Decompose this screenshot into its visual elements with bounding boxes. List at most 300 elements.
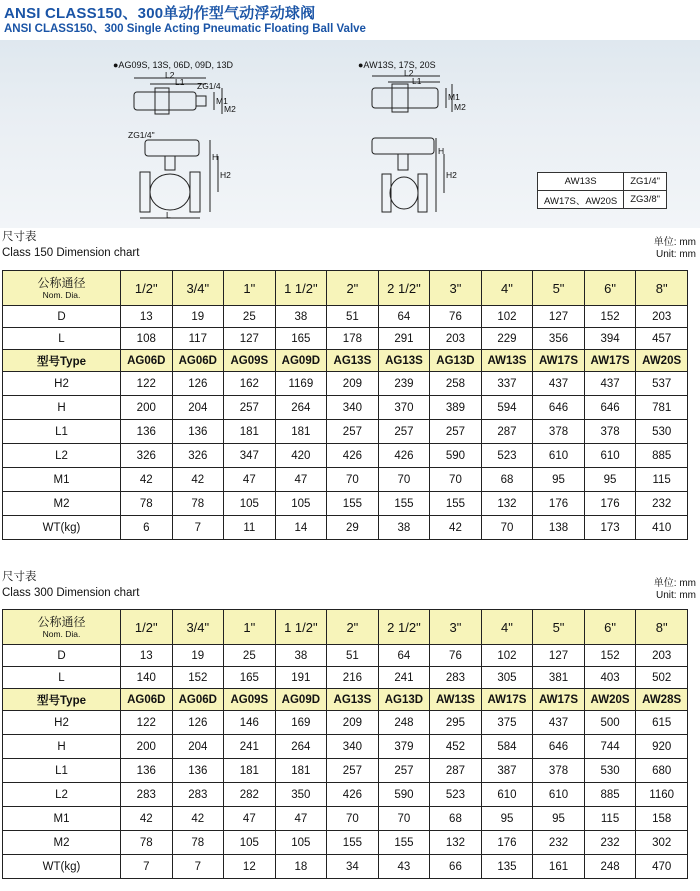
- data-cell: 241: [224, 735, 276, 759]
- data-cell: 68: [430, 807, 482, 831]
- data-cell: 356: [533, 328, 585, 350]
- data-cell: 138: [533, 516, 585, 540]
- thread-row: [538, 191, 667, 209]
- data-cell: 34: [327, 855, 379, 879]
- data-cell: 117: [172, 328, 224, 350]
- type-label: 型号Type: [3, 689, 121, 711]
- data-cell: 42: [430, 516, 482, 540]
- data-cell: 204: [172, 396, 224, 420]
- data-cell: 326: [121, 444, 173, 468]
- data-cell: 257: [378, 420, 430, 444]
- data-cell: 370: [378, 396, 430, 420]
- data-cell: 105: [224, 492, 276, 516]
- thread-model: AW17S、AW20S: [538, 191, 624, 209]
- data-cell: 25: [224, 306, 276, 328]
- type-cell: AG13D: [378, 689, 430, 711]
- data-cell: 51: [327, 645, 379, 667]
- data-cell: 646: [533, 735, 585, 759]
- data-cell: 181: [224, 759, 276, 783]
- row-label: H: [3, 735, 121, 759]
- left-label-zg-port: ZG1/4": [128, 130, 155, 140]
- data-cell: 203: [636, 645, 688, 667]
- type-cell: AG13S: [327, 689, 379, 711]
- class150-dimension-table: [2, 270, 688, 540]
- data-cell: 302: [636, 831, 688, 855]
- data-row: [3, 516, 688, 540]
- nom-label-cn: 公称通径: [37, 614, 86, 629]
- row-label: M2: [3, 492, 121, 516]
- data-cell: 920: [636, 735, 688, 759]
- data-cell: 19: [172, 645, 224, 667]
- right-label-l1: L1: [412, 76, 422, 86]
- data-row: [3, 306, 688, 328]
- data-cell: 127: [224, 328, 276, 350]
- data-cell: 530: [584, 759, 636, 783]
- thread-size: ZG1/4": [624, 173, 667, 191]
- header-row: [3, 271, 688, 306]
- row-label: H: [3, 396, 121, 420]
- data-cell: 523: [430, 783, 482, 807]
- data-cell: 47: [224, 468, 276, 492]
- data-cell: 146: [224, 711, 276, 735]
- data-cell: 403: [584, 667, 636, 689]
- row-label: L1: [3, 759, 121, 783]
- data-cell: 502: [636, 667, 688, 689]
- data-cell: 127: [533, 645, 585, 667]
- size-header: 3": [430, 610, 482, 645]
- data-cell: 64: [378, 306, 430, 328]
- data-cell: 257: [224, 396, 276, 420]
- data-cell: 136: [172, 759, 224, 783]
- data-cell: 283: [121, 783, 173, 807]
- data-cell: 13: [121, 306, 173, 328]
- data-row: [3, 759, 688, 783]
- data-cell: 42: [172, 468, 224, 492]
- size-header: 8": [636, 271, 688, 306]
- class300-unit-en: Unit: mm: [656, 590, 696, 601]
- data-cell: 232: [533, 831, 585, 855]
- data-row: [3, 783, 688, 807]
- data-cell: 155: [378, 492, 430, 516]
- row-label: M1: [3, 468, 121, 492]
- data-cell: 155: [430, 492, 482, 516]
- row-label: L1: [3, 420, 121, 444]
- type-cell: AW20S: [584, 689, 636, 711]
- class150-title-cn: 尺寸表: [2, 231, 37, 243]
- data-cell: 181: [275, 759, 327, 783]
- data-row: [3, 855, 688, 879]
- data-cell: 18: [275, 855, 327, 879]
- size-header: 5": [533, 610, 585, 645]
- size-header: 3": [430, 271, 482, 306]
- nominal-diameter-header: [3, 610, 121, 645]
- data-cell: 176: [481, 831, 533, 855]
- data-cell: 264: [275, 396, 327, 420]
- row-label: M2: [3, 831, 121, 855]
- data-cell: 132: [430, 831, 482, 855]
- thread-size-table: [537, 172, 667, 209]
- data-cell: 264: [275, 735, 327, 759]
- size-header: 2 1/2": [378, 610, 430, 645]
- data-cell: 70: [327, 807, 379, 831]
- row-label: H2: [3, 711, 121, 735]
- data-cell: 209: [327, 372, 379, 396]
- data-cell: 410: [636, 516, 688, 540]
- data-row: [3, 711, 688, 735]
- left-ball-body: [150, 174, 190, 210]
- left-label-zg: ZG1/4: [197, 81, 221, 91]
- data-cell: 257: [327, 420, 379, 444]
- data-cell: 12: [224, 855, 276, 879]
- left-actuator-endcap: [196, 96, 206, 106]
- data-cell: 287: [481, 420, 533, 444]
- data-cell: 95: [533, 468, 585, 492]
- data-cell: 47: [224, 807, 276, 831]
- data-cell: 287: [430, 759, 482, 783]
- data-cell: 173: [584, 516, 636, 540]
- type-row: [3, 350, 688, 372]
- data-cell: 136: [172, 420, 224, 444]
- class150-unit-en: Unit: mm: [656, 249, 696, 260]
- data-cell: 122: [121, 372, 173, 396]
- nom-label-en: Nom. Dia.: [42, 628, 81, 639]
- data-cell: 115: [636, 468, 688, 492]
- left-flange-left: [140, 172, 150, 212]
- data-cell: 165: [275, 328, 327, 350]
- right-ball-body: [390, 177, 418, 209]
- data-cell: 680: [636, 759, 688, 783]
- row-label: L2: [3, 444, 121, 468]
- right-label-m2: M2: [454, 102, 466, 112]
- data-cell: 337: [481, 372, 533, 396]
- left-label-l2: L2: [165, 70, 175, 80]
- data-cell: 216: [327, 667, 379, 689]
- data-cell: 781: [636, 396, 688, 420]
- type-cell: AG13D: [430, 350, 482, 372]
- data-cell: 68: [481, 468, 533, 492]
- right-label-l2: L2: [404, 68, 414, 78]
- data-cell: 379: [378, 735, 430, 759]
- data-row: [3, 735, 688, 759]
- data-cell: 43: [378, 855, 430, 879]
- data-cell: 64: [378, 645, 430, 667]
- data-cell: 610: [533, 783, 585, 807]
- data-cell: 394: [584, 328, 636, 350]
- data-cell: 78: [172, 831, 224, 855]
- size-header: 4": [481, 271, 533, 306]
- data-cell: 38: [275, 645, 327, 667]
- data-cell: 19: [172, 306, 224, 328]
- type-cell: AG06D: [121, 689, 173, 711]
- data-cell: 176: [533, 492, 585, 516]
- class300-unit-cn: 单位: mm: [653, 578, 696, 589]
- data-row: [3, 420, 688, 444]
- data-row: [3, 807, 688, 831]
- data-cell: 232: [636, 492, 688, 516]
- data-cell: 200: [121, 396, 173, 420]
- right-label-m1: M1: [448, 92, 460, 102]
- data-cell: 14: [275, 516, 327, 540]
- class300-dimension-table: [2, 609, 688, 879]
- data-row: [3, 396, 688, 420]
- data-cell: 229: [481, 328, 533, 350]
- data-cell: 7: [121, 855, 173, 879]
- size-header: 8": [636, 610, 688, 645]
- data-cell: 594: [481, 396, 533, 420]
- data-cell: 25: [224, 645, 276, 667]
- data-cell: 47: [275, 807, 327, 831]
- data-cell: 204: [172, 735, 224, 759]
- left-label-h2: H2: [220, 170, 231, 180]
- data-cell: 122: [121, 711, 173, 735]
- data-cell: 295: [430, 711, 482, 735]
- row-label: L: [3, 667, 121, 689]
- data-row: [3, 468, 688, 492]
- type-cell: AG13S: [378, 350, 430, 372]
- data-cell: 291: [378, 328, 430, 350]
- size-header: 1/2": [121, 271, 173, 306]
- row-label: D: [3, 306, 121, 328]
- data-cell: 426: [327, 444, 379, 468]
- data-cell: 51: [327, 306, 379, 328]
- type-cell: AW13S: [481, 350, 533, 372]
- class300-title-en: Class 300 Dimension chart: [2, 587, 140, 599]
- nominal-diameter-header: [3, 271, 121, 306]
- data-cell: 108: [121, 328, 173, 350]
- data-cell: 457: [636, 328, 688, 350]
- size-header: 2 1/2": [378, 271, 430, 306]
- data-cell: 152: [584, 645, 636, 667]
- data-cell: 152: [172, 667, 224, 689]
- data-cell: 136: [121, 759, 173, 783]
- page-title: ANSI CLASS150、300单动作型气动浮动球阀: [4, 5, 316, 22]
- data-cell: 178: [327, 328, 379, 350]
- left-label-l: L: [166, 210, 171, 220]
- data-cell: 375: [481, 711, 533, 735]
- data-cell: 646: [584, 396, 636, 420]
- data-cell: 590: [378, 783, 430, 807]
- data-cell: 387: [481, 759, 533, 783]
- data-cell: 646: [533, 396, 585, 420]
- data-cell: 282: [224, 783, 276, 807]
- data-cell: 102: [481, 645, 533, 667]
- data-cell: 615: [636, 711, 688, 735]
- data-row: [3, 328, 688, 350]
- size-header: 3/4": [172, 271, 224, 306]
- data-cell: 132: [481, 492, 533, 516]
- thread-row: [538, 173, 667, 191]
- data-cell: 6: [121, 516, 173, 540]
- data-cell: 78: [121, 492, 173, 516]
- data-cell: 105: [224, 831, 276, 855]
- row-label: H2: [3, 372, 121, 396]
- data-cell: 135: [481, 855, 533, 879]
- data-cell: 155: [327, 492, 379, 516]
- data-cell: 76: [430, 306, 482, 328]
- data-cell: 162: [224, 372, 276, 396]
- data-cell: 584: [481, 735, 533, 759]
- data-cell: 1169: [275, 372, 327, 396]
- type-cell: AW17S: [533, 689, 585, 711]
- data-cell: 523: [481, 444, 533, 468]
- size-header: 1": [224, 610, 276, 645]
- left-label-h: H: [212, 152, 219, 162]
- size-header: 5": [533, 271, 585, 306]
- data-cell: 610: [533, 444, 585, 468]
- data-cell: 500: [584, 711, 636, 735]
- data-cell: 42: [172, 807, 224, 831]
- data-cell: 191: [275, 667, 327, 689]
- type-cell: AG06D: [172, 350, 224, 372]
- type-cell: AG13S: [327, 350, 379, 372]
- nom-label-cn: 公称通径: [37, 275, 86, 290]
- data-cell: 209: [327, 711, 379, 735]
- size-header: 4": [481, 610, 533, 645]
- data-row: [3, 492, 688, 516]
- data-cell: 152: [584, 306, 636, 328]
- data-cell: 140: [121, 667, 173, 689]
- data-cell: 126: [172, 372, 224, 396]
- size-header: 1 1/2": [275, 610, 327, 645]
- type-cell: AW17S: [533, 350, 585, 372]
- data-cell: 437: [533, 372, 585, 396]
- size-header: 6": [584, 271, 636, 306]
- data-cell: 95: [584, 468, 636, 492]
- data-cell: 7: [172, 855, 224, 879]
- type-cell: AG09S: [224, 350, 276, 372]
- row-label: WT(kg): [3, 516, 121, 540]
- data-cell: 70: [430, 468, 482, 492]
- data-cell: 239: [378, 372, 430, 396]
- data-cell: 257: [430, 420, 482, 444]
- data-cell: 258: [430, 372, 482, 396]
- data-cell: 426: [327, 783, 379, 807]
- data-cell: 347: [224, 444, 276, 468]
- data-cell: 126: [172, 711, 224, 735]
- size-header: 2": [327, 271, 379, 306]
- row-label: D: [3, 645, 121, 667]
- data-cell: 181: [275, 420, 327, 444]
- header-row: [3, 610, 688, 645]
- data-cell: 115: [584, 807, 636, 831]
- type-cell: AG09D: [275, 350, 327, 372]
- data-cell: 1160: [636, 783, 688, 807]
- left-model-list: ●AG09S, 13S, 06D, 09D, 13D: [113, 60, 234, 70]
- data-cell: 176: [584, 492, 636, 516]
- data-cell: 340: [327, 735, 379, 759]
- right-actuator-front-view: [372, 138, 434, 154]
- data-cell: 470: [636, 855, 688, 879]
- left-flange-right: [190, 172, 200, 212]
- data-cell: 7: [172, 516, 224, 540]
- data-cell: 610: [481, 783, 533, 807]
- data-cell: 378: [584, 420, 636, 444]
- data-cell: 350: [275, 783, 327, 807]
- data-cell: 744: [584, 735, 636, 759]
- data-cell: 42: [121, 807, 173, 831]
- data-cell: 158: [636, 807, 688, 831]
- size-header: 1": [224, 271, 276, 306]
- data-cell: 610: [584, 444, 636, 468]
- data-cell: 70: [327, 468, 379, 492]
- data-cell: 381: [533, 667, 585, 689]
- data-cell: 590: [430, 444, 482, 468]
- data-cell: 13: [121, 645, 173, 667]
- data-cell: 241: [378, 667, 430, 689]
- size-header: 1/2": [121, 610, 173, 645]
- right-label-h: H: [438, 146, 445, 156]
- nom-label-en: Nom. Dia.: [42, 289, 81, 300]
- data-cell: 885: [636, 444, 688, 468]
- data-cell: 11: [224, 516, 276, 540]
- row-label: M1: [3, 807, 121, 831]
- data-cell: 203: [636, 306, 688, 328]
- data-cell: 452: [430, 735, 482, 759]
- data-cell: 38: [275, 306, 327, 328]
- data-cell: 420: [275, 444, 327, 468]
- type-label: 型号Type: [3, 350, 121, 372]
- left-stem: [165, 156, 175, 170]
- data-cell: 248: [378, 711, 430, 735]
- class150-unit-cn: 单位: mm: [653, 237, 696, 248]
- data-cell: 537: [636, 372, 688, 396]
- data-cell: 102: [481, 306, 533, 328]
- data-row: [3, 831, 688, 855]
- data-cell: 105: [275, 831, 327, 855]
- right-model-list: ●AW13S, 17S, 20S: [358, 60, 436, 70]
- data-cell: 161: [533, 855, 585, 879]
- data-row: [3, 372, 688, 396]
- data-cell: 200: [121, 735, 173, 759]
- data-cell: 378: [533, 420, 585, 444]
- data-cell: 437: [533, 711, 585, 735]
- size-header: 2": [327, 610, 379, 645]
- right-actuator-top-view: [372, 88, 438, 108]
- data-cell: 389: [430, 396, 482, 420]
- data-cell: 155: [327, 831, 379, 855]
- data-cell: 76: [430, 645, 482, 667]
- data-cell: 38: [378, 516, 430, 540]
- left-actuator-front-view: [145, 140, 199, 156]
- size-header: 3/4": [172, 610, 224, 645]
- type-cell: AW13S: [430, 689, 482, 711]
- thread-size: ZG3/8": [624, 191, 667, 209]
- type-row: [3, 689, 688, 711]
- data-cell: 203: [430, 328, 482, 350]
- right-stem: [398, 154, 408, 170]
- data-cell: 66: [430, 855, 482, 879]
- data-cell: 378: [533, 759, 585, 783]
- data-cell: 885: [584, 783, 636, 807]
- data-cell: 530: [636, 420, 688, 444]
- data-cell: 437: [584, 372, 636, 396]
- row-label: WT(kg): [3, 855, 121, 879]
- data-cell: 181: [224, 420, 276, 444]
- class300-title-cn: 尺寸表: [2, 571, 37, 583]
- data-cell: 165: [224, 667, 276, 689]
- data-cell: 155: [378, 831, 430, 855]
- data-cell: 169: [275, 711, 327, 735]
- data-cell: 127: [533, 306, 585, 328]
- type-cell: AW28S: [636, 689, 688, 711]
- data-cell: 232: [584, 831, 636, 855]
- left-actuator-top-view: [134, 92, 196, 110]
- type-cell: AG09S: [224, 689, 276, 711]
- page-subtitle: ANSI CLASS150、300 Single Acting Pneumatic Floating Ball Valve: [4, 23, 366, 35]
- data-row: [3, 667, 688, 689]
- data-cell: 283: [430, 667, 482, 689]
- data-cell: 105: [275, 492, 327, 516]
